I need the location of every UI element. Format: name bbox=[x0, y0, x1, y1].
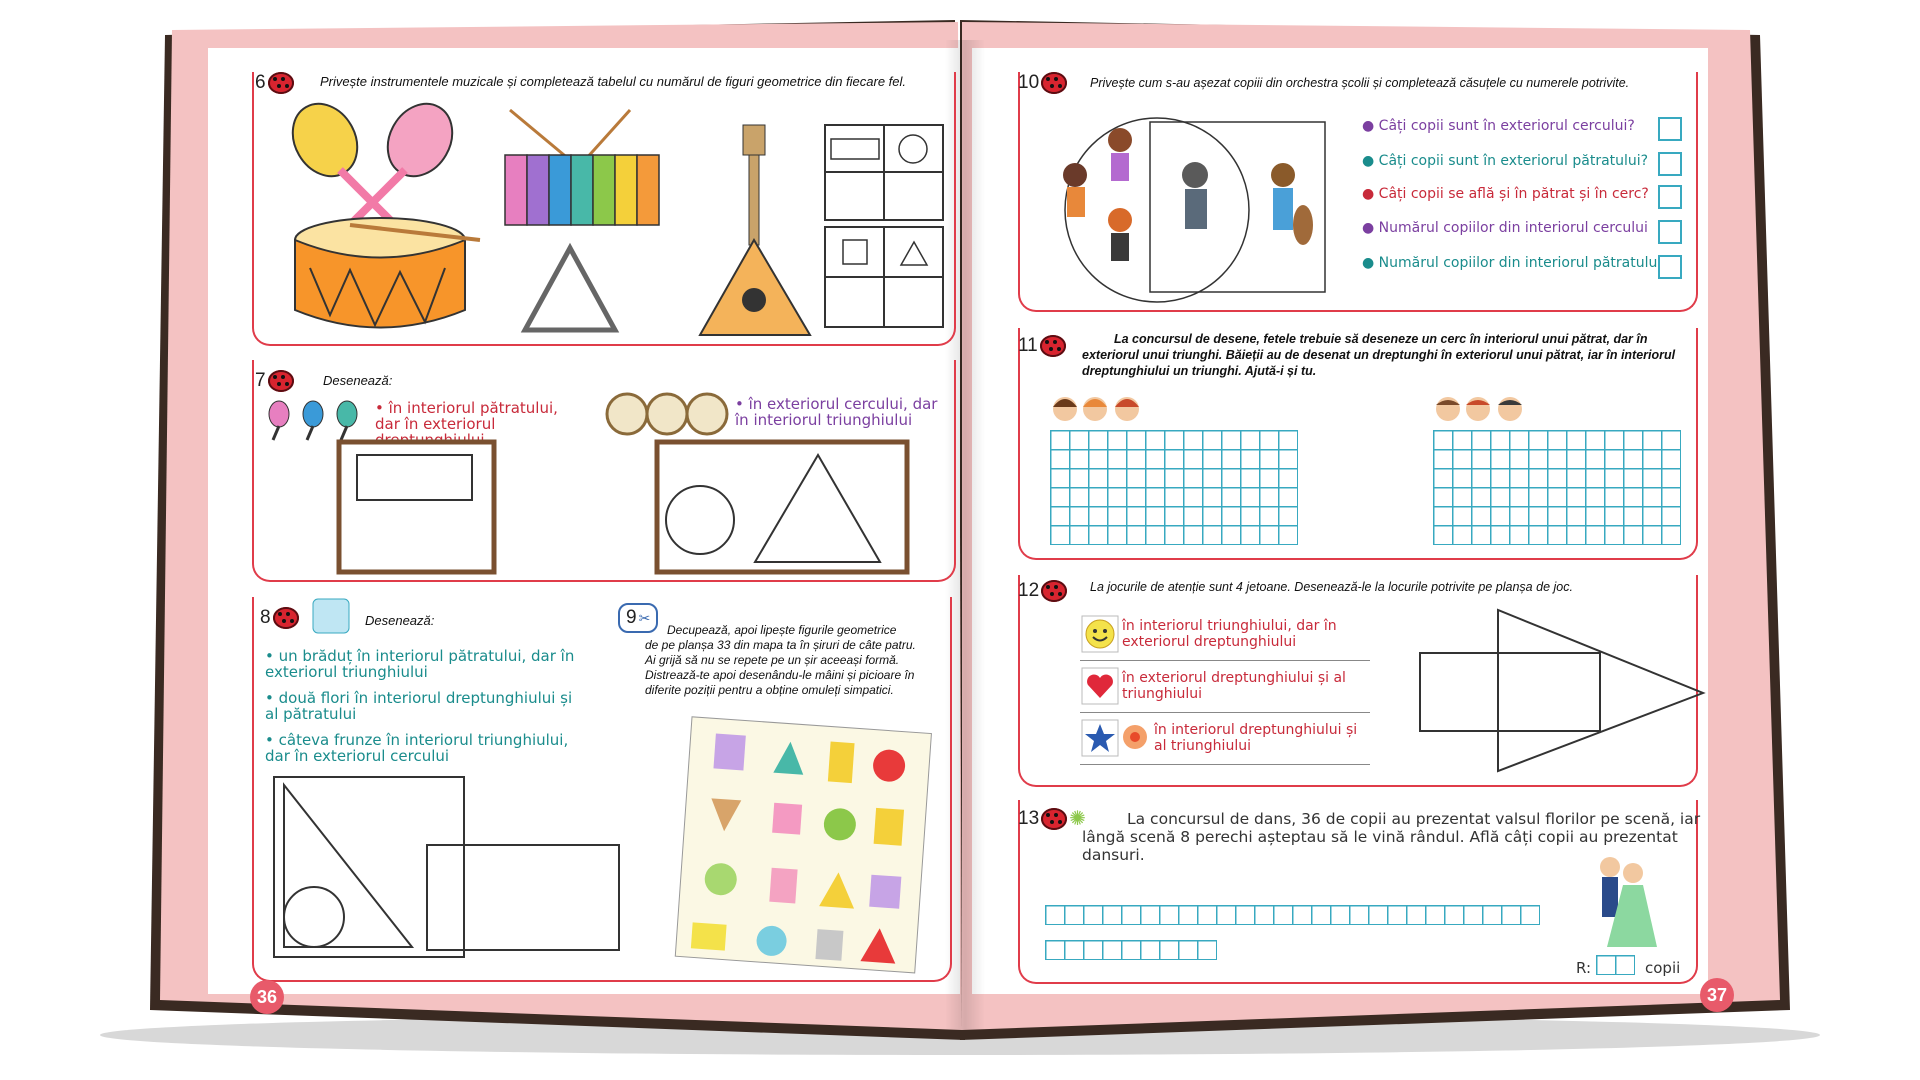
ex10-answer-box-1[interactable] bbox=[1658, 117, 1682, 141]
dancing-couple-illustration bbox=[1585, 855, 1660, 950]
ex11-instruction bbox=[1082, 331, 1722, 379]
ex12-instruction: La jocurile de atenție sunt 4 jetoane. Desenează-le la locurile potrivite pe planșa de joc. bbox=[1090, 580, 1573, 594]
ex13-answer-grid-2[interactable] bbox=[1045, 940, 1217, 960]
tambourine-icons bbox=[605, 392, 735, 437]
ex10-question-3: ● Câți copii se află și în pătrat și în cerc? bbox=[1362, 186, 1649, 202]
maracas-icons bbox=[265, 398, 365, 438]
star-icon bbox=[1082, 720, 1118, 756]
ex10-question-4: ● Numărul copiilor din interiorul cercului bbox=[1362, 220, 1648, 236]
ex7-frame-b bbox=[655, 440, 910, 575]
ex7-task-b: • în exteriorul cercului, dar în interiorul triunghiului bbox=[735, 395, 938, 429]
ex8-item-1: • un brăduț în interiorul pătratului, dar în exteriorul triunghiului bbox=[265, 647, 575, 681]
ex11-girls-grid[interactable] bbox=[1050, 430, 1298, 545]
ex9-instruction bbox=[645, 623, 955, 698]
ex10-question-2: ● Câți copii sunt în exteriorul pătratului? bbox=[1362, 153, 1649, 169]
shapes-count-table bbox=[825, 125, 945, 335]
ex8-item-3: • câteva frunze în interiorul triunghiului, dar în exteriorul cercului bbox=[265, 731, 569, 765]
ex8-item-2-text: două flori în interiorul dreptunghiului și al pătratului bbox=[265, 689, 573, 723]
heart-icon bbox=[1082, 668, 1118, 704]
ex8-item-3-text: câteva frunze în interiorul triunghiului, dar în exteriorul cercului bbox=[265, 731, 569, 765]
scissors-card-icon bbox=[312, 598, 350, 634]
maracas-drum-illustration bbox=[280, 100, 490, 340]
ladybug-icon bbox=[1040, 335, 1066, 357]
ex10-question-1: ● Câți copii sunt în exteriorul cercului? bbox=[1362, 118, 1635, 134]
ex10-answer-box-2[interactable] bbox=[1658, 152, 1682, 176]
ex9-line-4: Distrează-te apoi desenându-le mâini și picioare în bbox=[645, 668, 915, 682]
ex9-line-3: Ai grijă să nu se repete pe un șir aceeași formă. bbox=[645, 653, 900, 667]
ladybug-icon bbox=[1041, 580, 1067, 602]
ex7-instruction: Desenează: bbox=[323, 373, 393, 388]
ex12-item-1 bbox=[1080, 612, 1370, 661]
ex11-boys-grid[interactable] bbox=[1433, 430, 1681, 545]
right-page-number: 37 bbox=[1700, 978, 1734, 1012]
ex10-question-5-text: Numărul copiilor din interiorul pătratului bbox=[1378, 255, 1662, 271]
ex12-game-board bbox=[1418, 608, 1708, 773]
ex9-line-5: diferite poziții pentru a obține omuleți simpatici. bbox=[645, 683, 894, 697]
ex10-answer-box-4[interactable] bbox=[1658, 220, 1682, 244]
ex10-answer-box-3[interactable] bbox=[1658, 185, 1682, 209]
ex13-line-1: La concursul de dans, 36 de copii au prezentat valsul florilor pe scenă, iar bbox=[1127, 810, 1701, 828]
ex13-answer-unit: copii bbox=[1645, 959, 1681, 977]
ex13-line-2: lângă scenă 8 perechi așteptau să le vină rândul. Află câți copii au prezentat bbox=[1082, 828, 1678, 846]
ex10-question-3-text: Câți copii se află și în pătrat și în cerc? bbox=[1378, 186, 1649, 202]
ex7-task-a: • în interiorul pătratului, dar în exteriorul bbox=[375, 399, 558, 433]
ex12-item-2-text: în exteriorul dreptunghiului și al triunghiului bbox=[1122, 670, 1346, 702]
ex12-item-2 bbox=[1080, 664, 1370, 713]
ex10-number: 10 bbox=[1018, 72, 1067, 94]
orchestra-venn-diagram bbox=[1045, 115, 1330, 305]
ex9-line-1: Decupează, apoi lipește figurile geometrice bbox=[667, 623, 897, 637]
ex12-item-3 bbox=[1080, 716, 1370, 765]
ladybug-icon bbox=[1041, 72, 1067, 94]
ex12-number: 12 bbox=[1018, 580, 1067, 602]
ex7-number: 7 bbox=[255, 370, 294, 392]
left-page-number: 36 bbox=[250, 980, 284, 1014]
ladybug-icon bbox=[273, 607, 299, 629]
ex13-number: 13 ✺ bbox=[1018, 807, 1086, 830]
ex7-frame-a bbox=[337, 440, 497, 575]
ex13-answer-label: R: bbox=[1576, 959, 1592, 977]
ex12-item-3-text: în interiorul dreptunghiului și al triunghiului bbox=[1154, 722, 1358, 754]
ex11-number: 11 bbox=[1018, 335, 1066, 357]
ex10-question-5: ● Numărul copiilor din interiorul pătratului bbox=[1362, 255, 1662, 271]
ex10-answer-box-5[interactable] bbox=[1658, 255, 1682, 279]
shape-people-sheet bbox=[683, 725, 928, 975]
ladybug-icon bbox=[268, 72, 294, 94]
ex10-question-2-text: Câți copii sunt în exteriorul pătratului? bbox=[1378, 153, 1649, 169]
ex10-instruction: Privește cum s-au așezat copiii din orchestra școlii și completează căsuțele cu numerele potrivite. bbox=[1090, 76, 1630, 90]
ex8-item-2: • două flori în interiorul dreptunghiului și al pătratului bbox=[265, 689, 573, 723]
flower-icon bbox=[1120, 722, 1150, 752]
ex11-line-2: exteriorul unui triunghi. Băieții au de desenat un dreptunghi în exteriorul unui pătrat, iar în interiorul bbox=[1082, 348, 1676, 362]
ex8-item-1-text: un brăduț în interiorul pătratului, dar în exteriorul triunghiului bbox=[265, 647, 575, 681]
xylophone-triangle-illustration bbox=[500, 100, 690, 340]
ladybug-icon bbox=[268, 370, 294, 392]
ex8-instruction: Desenează: bbox=[365, 613, 435, 628]
ex11-line-1: La concursul de desene, fetele trebuie să deseneze un cerc în interiorul unui pătrat, dar în bbox=[1114, 332, 1648, 346]
ex9-number: 9 ✂ bbox=[618, 603, 658, 633]
ex10-question-4-text: Numărul copiilor din interiorul cercului bbox=[1378, 220, 1648, 236]
ex13-answer-boxes[interactable] bbox=[1596, 955, 1635, 975]
ex8-shapes-drawing bbox=[272, 775, 624, 960]
ex11-line-3: dreptunghiului un triunghi. Ajută-i și tu. bbox=[1082, 364, 1317, 378]
flower-icon: ✺ bbox=[1069, 808, 1086, 830]
ex9-line-2: de pe planșa 33 din mapa ta în șiruri de câte patru. bbox=[645, 638, 916, 652]
ex6-instruction: Privește instrumentele muzicale și completează tabelul cu numărul de figuri geometrice din fiecare fel. bbox=[320, 74, 907, 89]
ex10-question-1-text: Câți copii sunt în exteriorul cercului? bbox=[1378, 118, 1635, 134]
ex8-number: 8 bbox=[260, 607, 299, 629]
ex12-item-1-text: în interiorul triunghiului, dar în exteriorul dreptunghiului bbox=[1122, 618, 1337, 650]
scissors-icon: ✂ bbox=[638, 609, 651, 626]
balalaika-illustration bbox=[695, 125, 815, 340]
ex13-line-3: dansuri. bbox=[1082, 846, 1145, 864]
boys-illustration bbox=[1433, 395, 1528, 430]
ex13-answer-grid-1[interactable] bbox=[1045, 905, 1540, 925]
smiley-icon bbox=[1082, 616, 1118, 652]
ladybug-icon bbox=[1041, 808, 1067, 830]
girls-illustration bbox=[1050, 395, 1145, 430]
ex6-number: 6 bbox=[255, 72, 294, 94]
